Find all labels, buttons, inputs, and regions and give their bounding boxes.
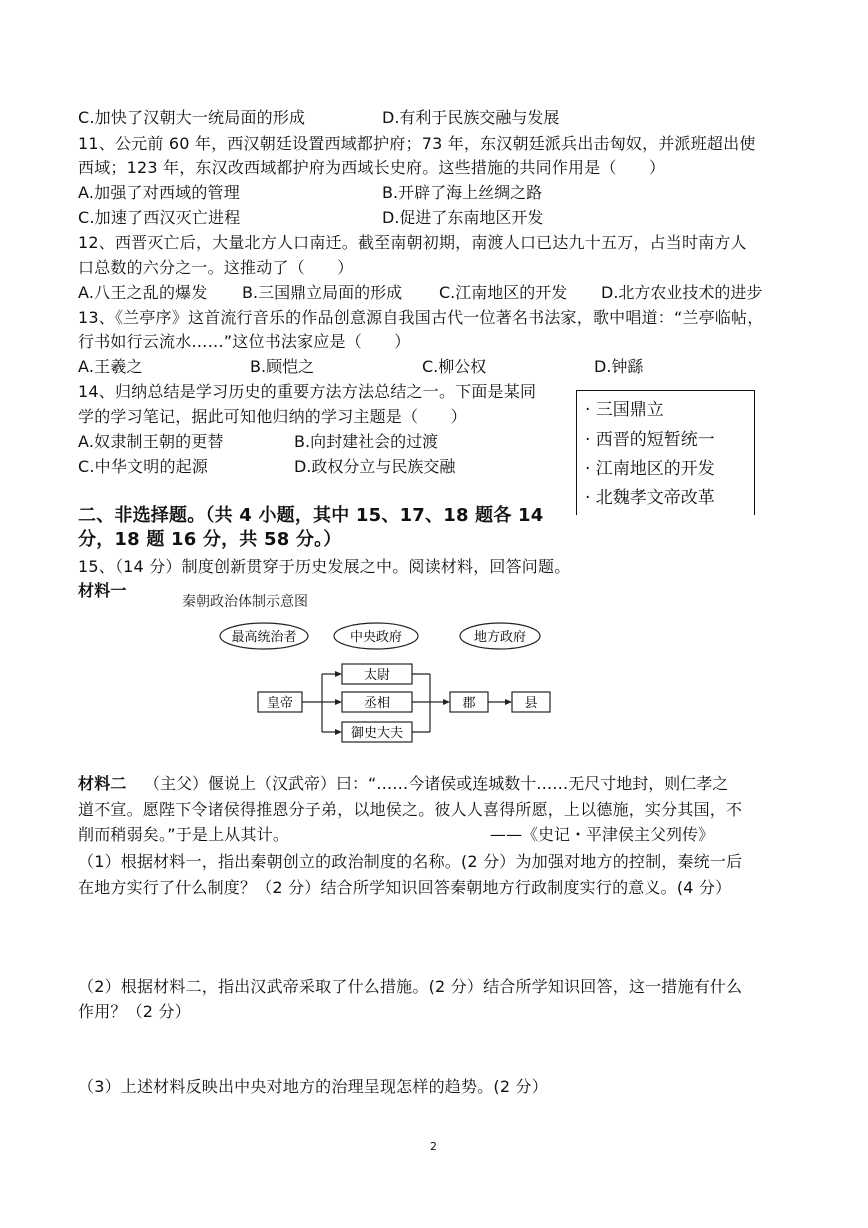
subq2-line2: 作用？（2 分） <box>78 1002 191 1021</box>
oval-local-label: 地方政府 <box>473 630 527 645</box>
note-item: · 三国鼎立 <box>585 400 664 420</box>
material2-source: ——《史记・平津侯主父列传》 <box>490 825 715 844</box>
page-number: 2 <box>430 1140 437 1153</box>
q14-stem-line1: 14、归纳总结是学习历史的重要方法方法总结之一。下面是某同 <box>78 382 537 401</box>
q12-option-a: A.八王之乱的爆发 <box>78 283 208 302</box>
q11-option-d: D.促进了东南地区开发 <box>382 208 544 227</box>
q13-option-c: C.柳公权 <box>422 357 487 376</box>
q14-option-a: A.奴隶制王朝的更替 <box>78 432 224 451</box>
q15-stem: 15、（14 分）制度创新贯穿于历史发展之中。阅读材料，回答问题。 <box>78 557 571 576</box>
q12-stem-line1: 12、西晋灭亡后，大量北方人口南迁。截至南朝初期，南渡人口已达九十五万，占当时南方人 <box>78 233 747 252</box>
q14-option-b: B.向封建社会的过渡 <box>294 432 439 451</box>
q13-option-d: D.钟繇 <box>594 357 644 376</box>
q14-option-c: C.中华文明的起源 <box>78 457 209 476</box>
material2-line2: 道不宣。愿陛下令诸侯得推恩分子弟，以地侯之。彼人人喜得所愿，上以德施，实分其国，不 <box>78 800 743 819</box>
subq1-line1: （1）根据材料一，指出秦朝创立的政治制度的名称。(2 分）为加强对地方的控制，秦统一后 <box>78 852 743 871</box>
box-emperor-label: 皇帝 <box>266 696 294 711</box>
q13-option-a: A.王羲之 <box>78 357 143 376</box>
q12-option-d: D.北方农业技术的进步 <box>601 283 763 302</box>
q11-option-b: B.开辟了海上丝绸之路 <box>382 183 543 202</box>
note-item: · 西晋的短暂统一 <box>585 430 715 450</box>
subq3: （3）上述材料反映出中央对地方的治理呈现怎样的趋势。(2 分） <box>78 1077 548 1096</box>
subq2-line1: （2）根据材料二，指出汉武帝采取了什么措施。(2 分）结合所学知识回答，这一措施有什么 <box>78 977 743 996</box>
section2-heading-line2: 分，18 题 16 分，共 58 分。） <box>78 529 342 550</box>
q11-stem-line2: 西域；123 年，东汉改西域都护府为西域长史府。这些措施的共同作用是（ ） <box>78 158 666 177</box>
note-item: · 江南地区的开发 <box>585 459 715 479</box>
subq1-line2: 在地方实行了什么制度？（2 分）结合所学知识回答秦朝地方行政制度实行的意义。(4 分） <box>78 878 732 897</box>
q13-stem-line2: 行书如行云流水……”这位书法家应是（ ） <box>78 332 411 351</box>
q12-option-b: B.三国鼎立局面的形成 <box>242 283 403 302</box>
note-item: · 北魏孝文帝改革 <box>585 488 715 508</box>
box-jun-label: 郡 <box>462 696 476 711</box>
material2-label: 材料二 <box>78 774 127 793</box>
q11-stem-line1: 11、公元前 60 年，西汉朝廷设置西域都护府；73 年，东汉朝廷派兵出击匈奴，并派班超出使 <box>78 134 756 153</box>
q13-stem-line1: 13、《兰亭序》这首流行音乐的作品创意源自我国古代一位著名书法家，歌中唱道：“兰亭临帖， <box>78 308 764 327</box>
oval-central-label: 中央政府 <box>349 630 403 645</box>
material2-line1: （主父）偃说上（汉武帝）曰：“……今诸侯或连城数十……无尺寸地封，则仁孝之 <box>144 774 729 793</box>
section2-heading-line1: 二、非选择题。（共 4 小题，其中 15、17、18 题各 14 <box>78 505 544 526</box>
material2-line3: 削而稍弱矣。”于是上从其计。 <box>78 825 290 844</box>
box-chengxiang-label: 丞相 <box>363 696 391 711</box>
study-notes-box <box>576 390 755 515</box>
box-taiwei-label: 太尉 <box>363 668 391 683</box>
diagram-title: 秦朝政治体制示意图 <box>182 594 308 610</box>
material1-label: 材料一 <box>78 581 127 600</box>
q10-option-c: C.加快了汉朝大一统局面的形成 <box>78 108 306 127</box>
q12-stem-line2: 口总数的六分之一。这推动了（ ） <box>78 258 354 277</box>
diagram-connectors <box>302 674 508 732</box>
box-xian-label: 县 <box>524 696 538 711</box>
q11-option-a: A.加强了对西域的管理 <box>78 183 240 202</box>
q14-stem-line2: 学的学习笔记，据此可知他归纳的学习主题是（ ） <box>78 407 467 426</box>
q14-option-d: D.政权分立与民族交融 <box>294 457 456 476</box>
q11-option-c: C.加速了西汉灭亡进程 <box>78 208 241 227</box>
q12-option-c: C.江南地区的开发 <box>439 283 568 302</box>
q13-option-b: B.顾恺之 <box>250 357 315 376</box>
q10-option-d: D.有利于民族交融与发展 <box>382 108 560 127</box>
box-yushidafu-label: 御史大夫 <box>350 726 404 741</box>
oval-ruler-label: 最高统治者 <box>231 630 297 645</box>
qin-political-system-diagram <box>178 592 558 752</box>
